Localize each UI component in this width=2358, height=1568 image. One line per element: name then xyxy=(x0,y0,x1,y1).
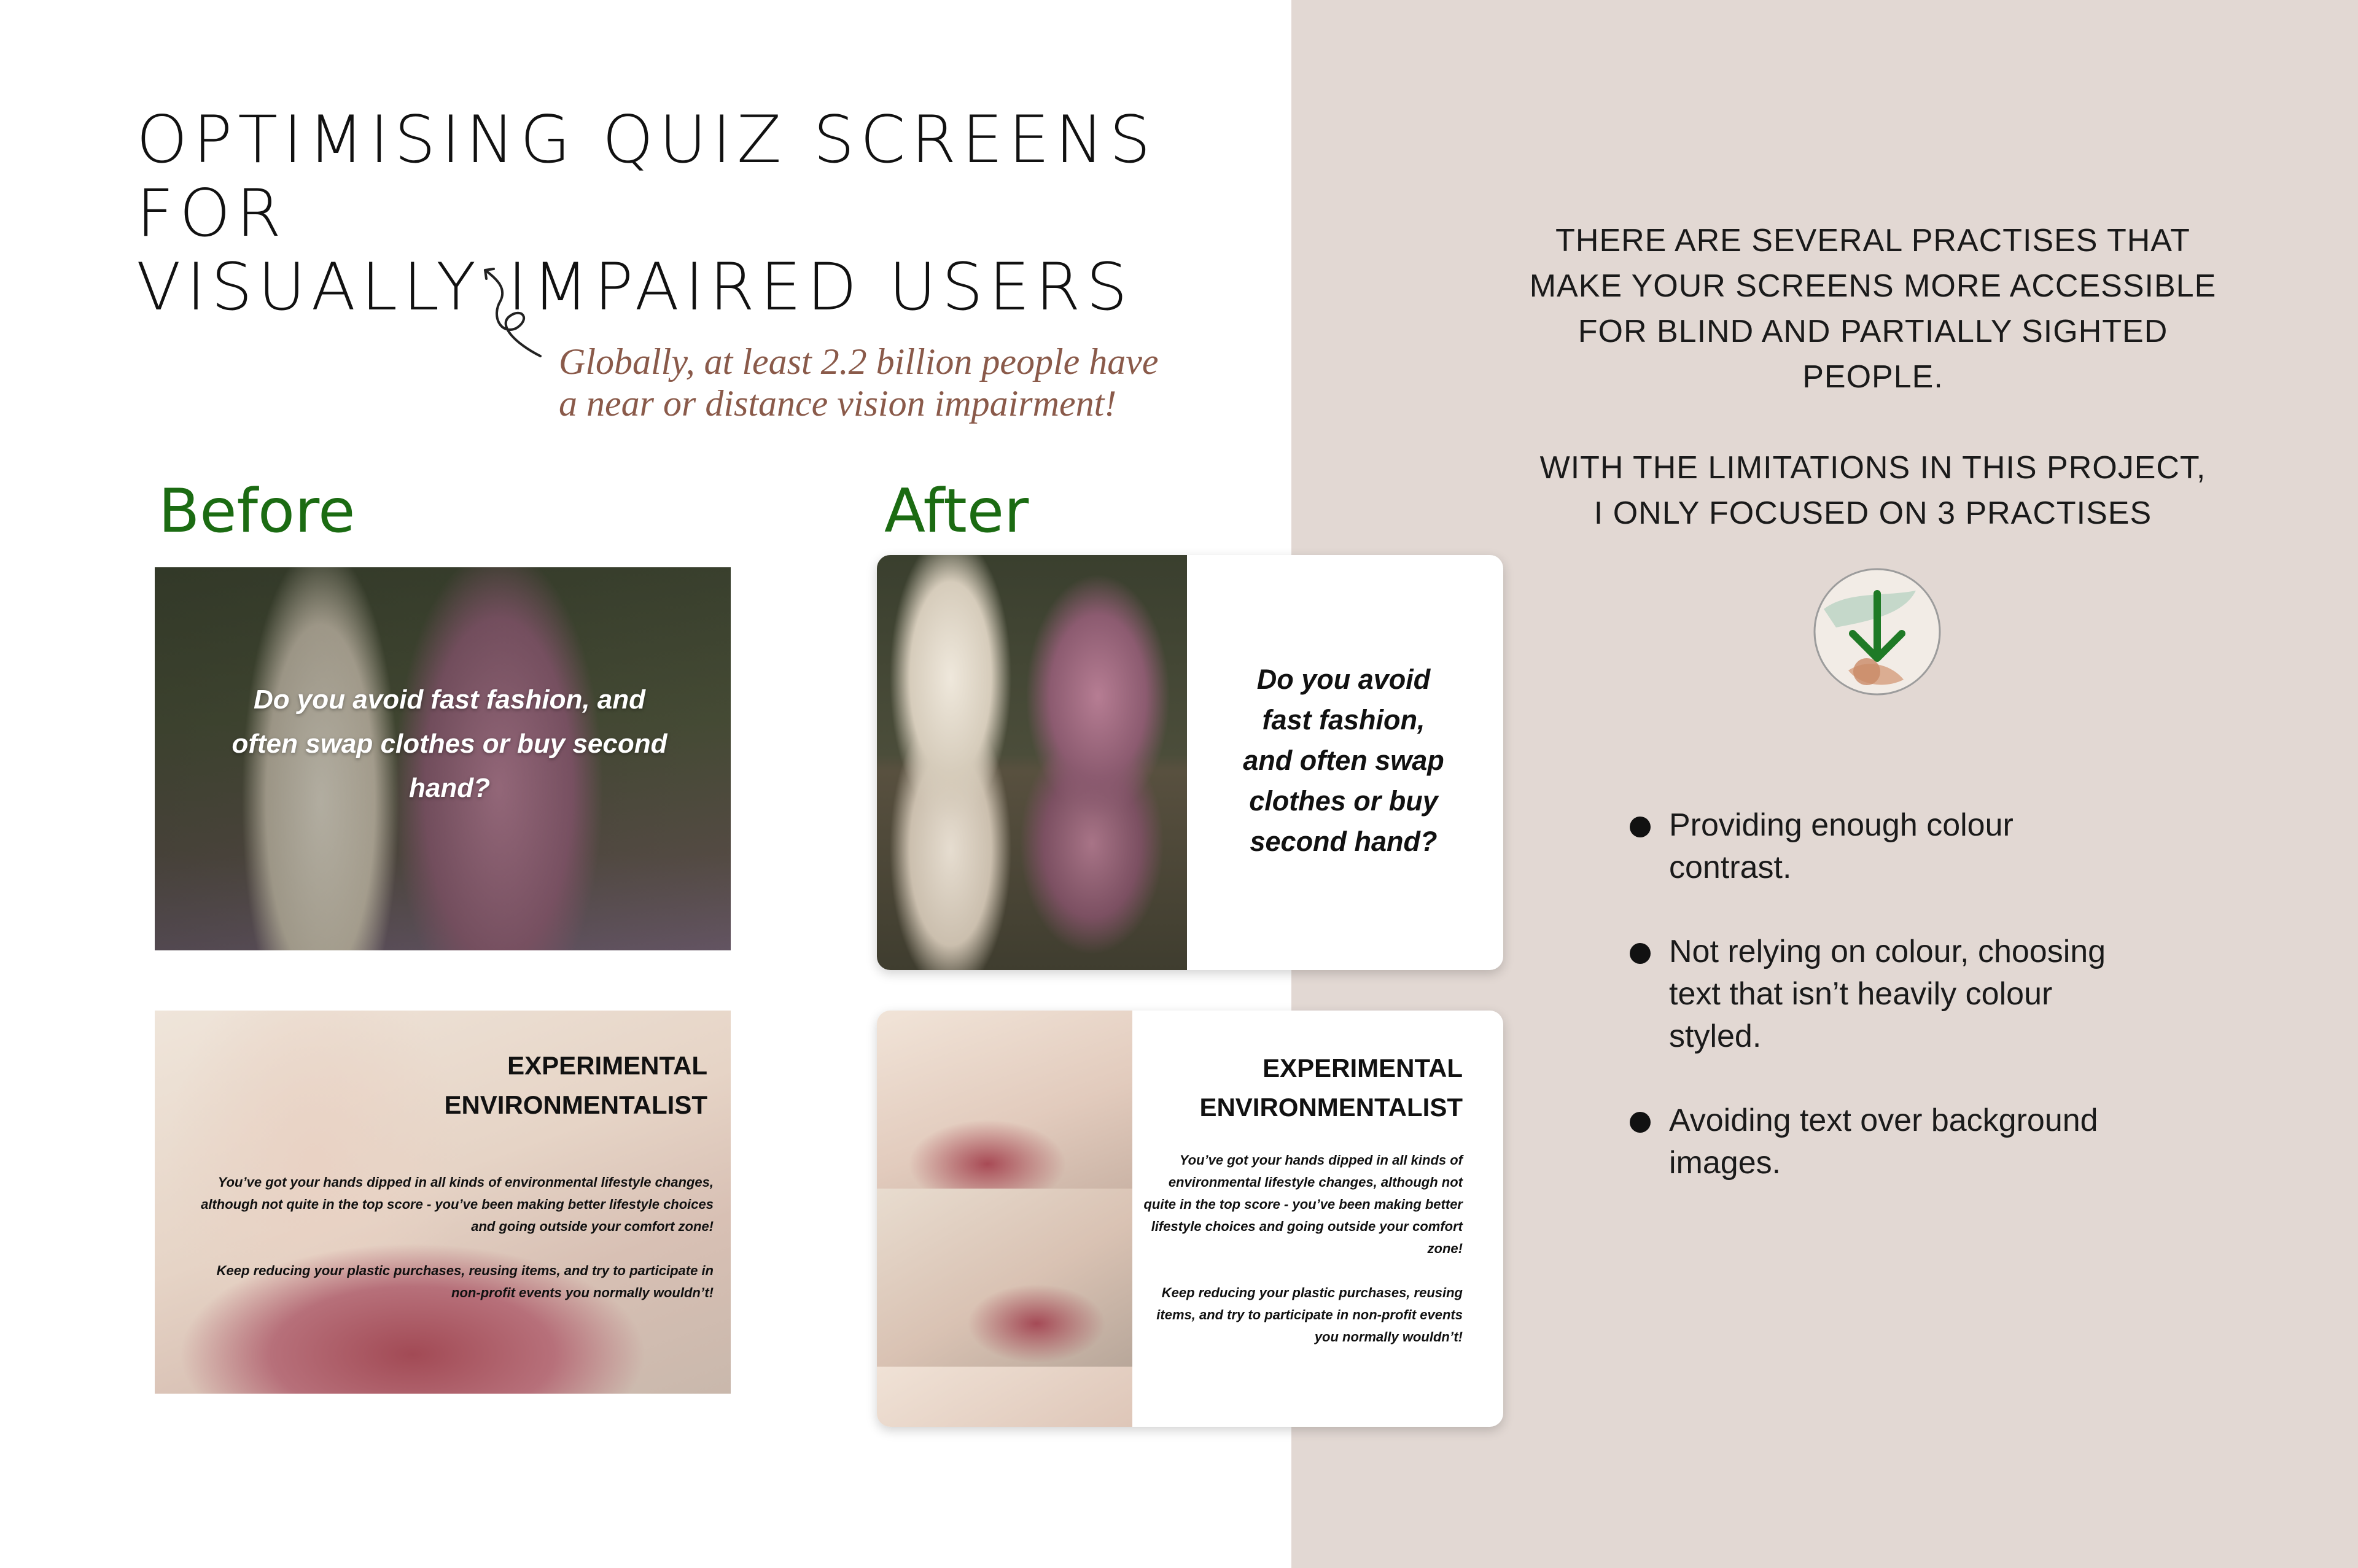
collage-strip xyxy=(877,1367,1132,1427)
practises-intro xyxy=(1511,218,2235,536)
title-line: OPTIMISING QUIZ SCREENS FOR xyxy=(136,102,1156,251)
practises-list xyxy=(1627,804,2180,1226)
stat-line: a near or distance vision impairment! xyxy=(559,383,1117,424)
before-question-text: Do you avoid fast fashion, and often swap clothes or buy second hand? xyxy=(232,685,667,803)
before-result-body xyxy=(185,1171,714,1326)
practise-line: Not relying on colour, choosing xyxy=(1669,934,2106,969)
result-paragraph: Keep reducing your plastic purchases, reusing items, and try to participate in non-profit events you normally wouldn’t! xyxy=(216,1263,714,1300)
page-title xyxy=(136,103,1303,324)
intro-line: FOR BLIND AND PARTIALLY SIGHTED xyxy=(1578,314,2168,349)
limit-line: WITH THE LIMITATIONS IN THIS PROJECT, xyxy=(1539,450,2206,486)
result-paragraph: You’ve got your hands dipped in all kinds of environmental lifestyle changes, although not quite in the top score - you’ve been making better lifestyle choices and going outside your comfort zone! xyxy=(201,1174,714,1234)
intro-line: PEOPLE. xyxy=(1802,359,1944,395)
result-paragraph: Keep reducing your plastic purchases, reusing items, and try to participate in non-profit events you normally wouldn’t! xyxy=(1156,1285,1463,1345)
after-result-title xyxy=(1143,1049,1463,1127)
fashion-photo xyxy=(877,555,1187,970)
after-label: After xyxy=(884,476,1029,546)
practise-item xyxy=(1627,804,2180,889)
title-line: VISUALLY IMPAIRED USERS xyxy=(136,249,1133,325)
before-question-screen xyxy=(155,567,731,950)
result-title-line: EXPERIMENTAL xyxy=(1263,1054,1463,1082)
question-line: fast fashion, xyxy=(1262,704,1425,735)
question-line: second hand? xyxy=(1250,826,1438,857)
before-label: Before xyxy=(158,476,356,546)
after-question-screen xyxy=(877,555,1503,970)
practise-line: Providing enough colour xyxy=(1669,807,2014,843)
after-question-text xyxy=(1208,659,1479,862)
limit-line: I ONLY FOCUSED ON 3 PRACTISES xyxy=(1593,495,2152,531)
question-line: clothes or buy xyxy=(1249,785,1438,817)
result-paragraph: You’ve got your hands dipped in all kinds of environmental lifestyle changes, although not quite in the top score - you’ve been making better lifestyle choices and going outside your comfort zone! xyxy=(1143,1152,1463,1256)
intro-line: THERE ARE SEVERAL PRACTISES THAT xyxy=(1555,223,2190,258)
practise-line: text that isn’t heavily colour xyxy=(1669,976,2053,1012)
result-title-line: ENVIRONMENTALIST xyxy=(1199,1093,1463,1122)
spacer xyxy=(1511,400,2235,445)
collage-strip xyxy=(877,1189,1132,1367)
after-result-screen xyxy=(877,1011,1503,1427)
practise-line: contrast. xyxy=(1669,850,1792,885)
intro-line: MAKE YOUR SCREENS MORE ACCESSIBLE xyxy=(1529,268,2217,304)
practise-item xyxy=(1627,931,2180,1058)
question-line: Do you avoid xyxy=(1256,664,1431,695)
result-title-line: ENVIRONMENTALIST xyxy=(444,1090,707,1119)
question-line: and often swap xyxy=(1243,745,1444,776)
result-title-line: EXPERIMENTAL xyxy=(507,1051,707,1080)
before-result-screen xyxy=(155,1011,731,1394)
after-result-body xyxy=(1143,1149,1463,1370)
before-result-title xyxy=(278,1046,707,1125)
curly-arrow-icon xyxy=(473,258,547,362)
painting-photo-collage xyxy=(877,1011,1132,1427)
practise-item xyxy=(1627,1100,2180,1184)
practise-line: images. xyxy=(1669,1145,1781,1181)
vision-impairment-stat xyxy=(559,341,1265,424)
practise-line: styled. xyxy=(1669,1019,1762,1054)
collage-strip xyxy=(877,1011,1132,1189)
down-arrow-icon xyxy=(1811,566,1943,697)
stat-line: Globally, at least 2.2 billion people have xyxy=(559,341,1159,382)
practise-line: Avoiding text over background xyxy=(1669,1103,2098,1138)
